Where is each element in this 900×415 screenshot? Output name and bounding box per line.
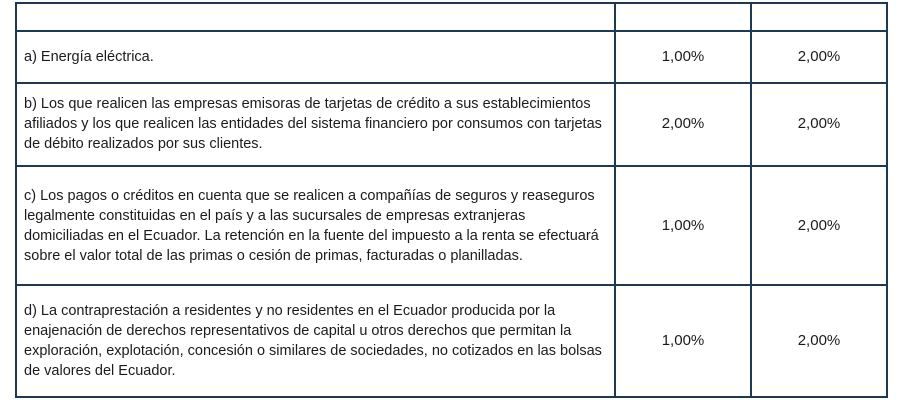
row-rate-1: 1,00% xyxy=(615,166,751,285)
row-description: a) Energía eléctrica. xyxy=(16,31,615,83)
table-row xyxy=(16,83,887,166)
withholding-rates-table xyxy=(15,2,888,398)
row-rate-1: 1,00% xyxy=(615,285,751,397)
row-rate-1: 2,00% xyxy=(615,83,751,166)
row-rate-1: 1,00% xyxy=(615,31,751,83)
header-cell-rate-1 xyxy=(615,3,751,31)
row-rate-2: 2,00% xyxy=(751,83,887,166)
table-header-row xyxy=(16,3,887,31)
header-cell-rate-2 xyxy=(751,3,887,31)
table-row xyxy=(16,166,887,285)
row-description: c) Los pagos o créditos en cuenta que se realicen a compañías de seguros y reaseguros legalmente constituidas en el país y a las sucursales de empresas extranjeras domiciliadas en el Ecuador. La retención en la fuente del impuesto a la renta se efectuará sobre el valor total de las primas o cesión de primas, facturadas o planilladas. xyxy=(16,166,615,285)
table-row xyxy=(16,31,887,83)
row-description: d) La contraprestación a residentes y no residentes en el Ecuador producida por la enajenación de derechos representativos de capital u otros derechos que permitan la exploración, explotación, concesión o similares de sociedades, no cotizados en las bolsas de valores del Ecuador. xyxy=(16,285,615,397)
row-rate-2: 2,00% xyxy=(751,166,887,285)
row-description: b) Los que realicen las empresas emisoras de tarjetas de crédito a sus establecimientos afiliados y los que realicen las entidades del sistema financiero por consumos con tarjetas de débito realizados por sus clientes. xyxy=(16,83,615,166)
table-row xyxy=(16,285,887,397)
row-rate-2: 2,00% xyxy=(751,285,887,397)
withholding-rates-table-container xyxy=(15,2,886,398)
header-cell-description xyxy=(16,3,615,31)
row-rate-2: 2,00% xyxy=(751,31,887,83)
